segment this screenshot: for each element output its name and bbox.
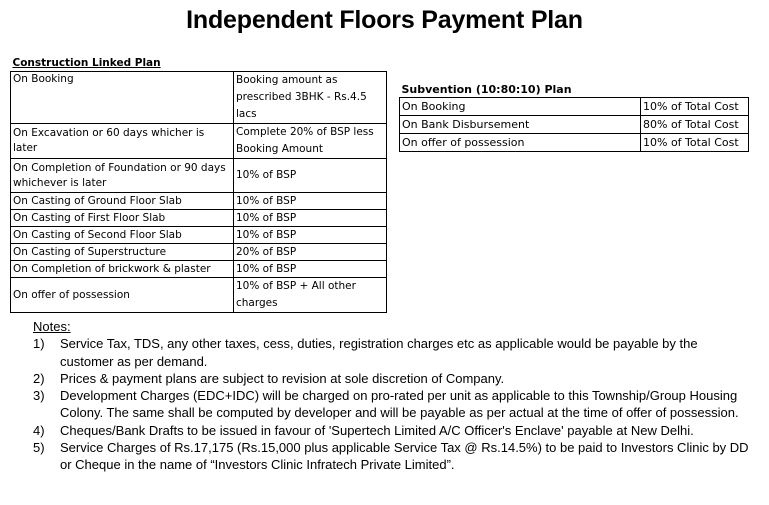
notes-section bbox=[33, 318, 753, 474]
construction-plan-header-row bbox=[11, 56, 387, 72]
stage-cell: On Bank Disbursement bbox=[400, 116, 641, 134]
stage-cell: On Booking bbox=[400, 98, 641, 116]
table-row bbox=[11, 72, 387, 124]
note-text: Prices & payment plans are subject to revision at sole discretion of Company. bbox=[60, 370, 505, 386]
note-number: 2) bbox=[33, 370, 45, 386]
stage-cell: On offer of possession bbox=[400, 134, 641, 152]
table-row bbox=[11, 278, 387, 313]
notes-heading: Notes: bbox=[33, 319, 71, 334]
stage-cell: On Booking bbox=[11, 72, 234, 124]
subvention-plan-body bbox=[400, 82, 749, 152]
table-row bbox=[11, 210, 387, 227]
list-item bbox=[33, 387, 753, 422]
list-item bbox=[33, 439, 753, 474]
payment-cell: 10% of BSP bbox=[234, 261, 387, 278]
list-item bbox=[33, 335, 753, 370]
note-text: Service Charges of Rs.17,175 (Rs.15,000 plus applicable Service Tax @ Rs.14.5%) to be paid to Investors Clinic by DD or Cheque in the name of “Investors Clinic Infratech Private Limited”. bbox=[60, 440, 749, 473]
note-text: Service Tax, TDS, any other taxes, cess, duties, registration charges etc as applicable would be payable by the customer as per demand. bbox=[60, 336, 698, 369]
page-title: Independent Floors Payment Plan bbox=[186, 6, 583, 34]
stage-cell: On Completion of brickwork & plaster bbox=[11, 261, 234, 278]
payment-cell: 10% of BSP bbox=[234, 210, 387, 227]
payment-cell: 10% of BSP bbox=[234, 159, 387, 193]
note-number: 3) bbox=[33, 388, 45, 404]
table-row bbox=[400, 134, 749, 152]
payment-cell: Booking amount as prescribed 3BHK - Rs.4.5 lacs bbox=[234, 72, 387, 124]
construction-plan-heading: Construction Linked Plan bbox=[11, 56, 387, 72]
payment-cell: 10% of Total Cost bbox=[641, 134, 749, 152]
stage-cell: On Completion of Foundation or 90 days whichever is later bbox=[11, 159, 234, 193]
note-text: Development Charges (EDC+IDC) will be charged on pro-rated per unit as applicable to this Township/Group Housing Colony. The same shall be computed by developer and will be payable as per actual at the time of offer of possession. bbox=[60, 388, 739, 421]
note-number: 4) bbox=[33, 422, 45, 438]
table-row bbox=[11, 244, 387, 261]
payment-cell: 10% of BSP bbox=[234, 227, 387, 244]
subvention-plan-header-row bbox=[400, 82, 749, 98]
table-row bbox=[400, 116, 749, 134]
construction-linked-plan-table bbox=[10, 56, 387, 313]
stage-cell: On Casting of First Floor Slab bbox=[11, 210, 234, 227]
list-item bbox=[33, 422, 753, 439]
table-row bbox=[11, 159, 387, 193]
subvention-plan-table bbox=[399, 82, 749, 152]
stage-cell: On Casting of Second Floor Slab bbox=[11, 227, 234, 244]
note-number: 5) bbox=[33, 440, 45, 456]
payment-cell: 10% of BSP + All other charges bbox=[234, 278, 387, 313]
stage-cell: On Casting of Superstructure bbox=[11, 244, 234, 261]
payment-cell: Complete 20% of BSP less Booking Amount bbox=[234, 124, 387, 159]
subvention-plan-heading: Subvention (10:80:10) Plan bbox=[400, 82, 749, 98]
note-text: Cheques/Bank Drafts to be issued in favour of 'Supertech Limited A/C Officer's Enclave' payable at New Delhi. bbox=[60, 422, 694, 438]
notes-list bbox=[33, 335, 753, 473]
table-row bbox=[11, 193, 387, 210]
construction-plan-body bbox=[11, 56, 387, 313]
payment-cell: 10% of Total Cost bbox=[641, 98, 749, 116]
stage-cell: On Casting of Ground Floor Slab bbox=[11, 193, 234, 210]
payment-cell: 20% of BSP bbox=[234, 244, 387, 261]
table-row bbox=[11, 124, 387, 159]
payment-cell: 80% of Total Cost bbox=[641, 116, 749, 134]
stage-cell: On offer of possession bbox=[11, 278, 234, 313]
payment-cell: 10% of BSP bbox=[234, 193, 387, 210]
table-row bbox=[11, 261, 387, 278]
list-item bbox=[33, 370, 753, 387]
table-row bbox=[11, 227, 387, 244]
note-number: 1) bbox=[33, 336, 45, 352]
stage-cell: On Excavation or 60 days whicher is later bbox=[11, 124, 234, 159]
table-row bbox=[400, 98, 749, 116]
